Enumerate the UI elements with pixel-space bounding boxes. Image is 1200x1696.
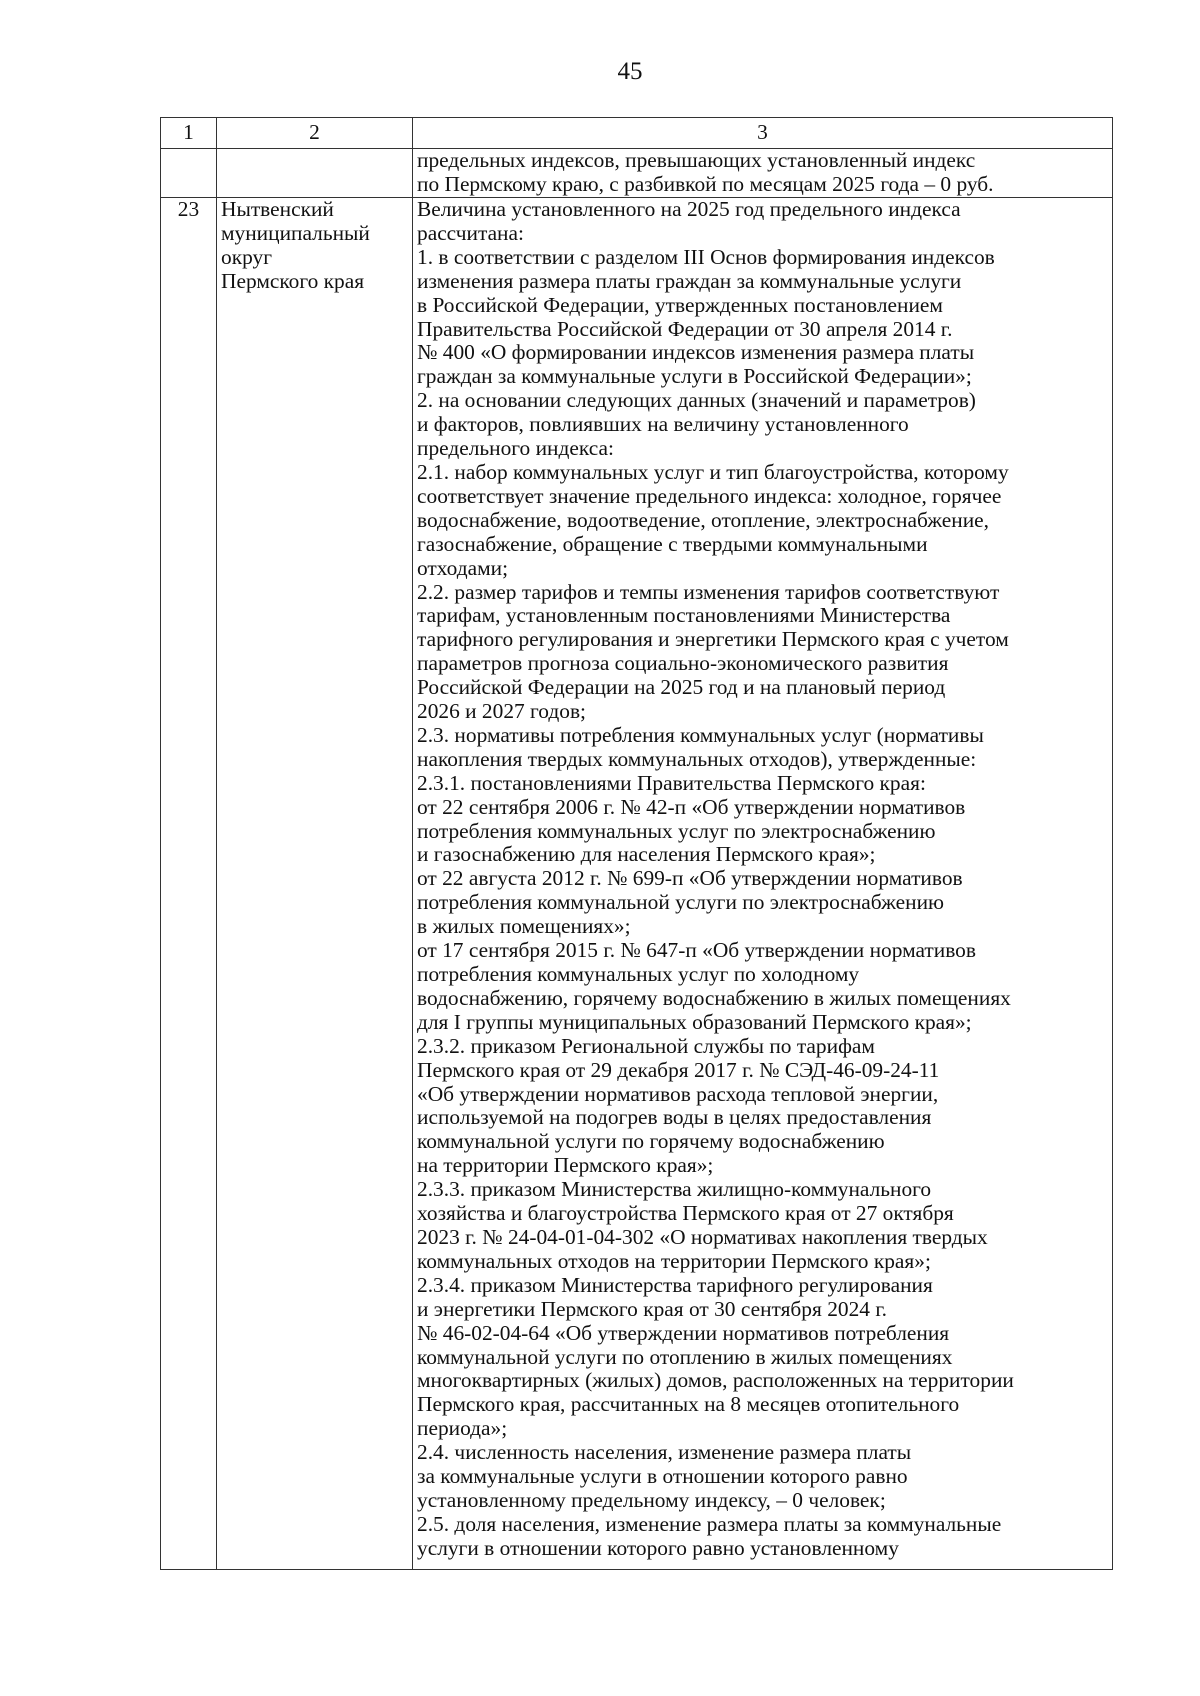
description-text-line: 2.2. размер тарифов и темпы изменения тарифов соответствуют <box>417 579 1000 604</box>
description-text-line: отходами; <box>417 555 509 580</box>
continuation-row <box>161 149 1113 198</box>
row-number-cell: 23 <box>161 198 217 1570</box>
municipality-line: округ <box>221 244 272 269</box>
description-text-line: коммунальной услуги по отоплению в жилых помещениях <box>417 1344 953 1369</box>
description-text-line: 2.5. доля населения, изменение размера платы за коммунальные <box>417 1511 1002 1536</box>
description-text-line: 2026 и 2027 годов; <box>417 699 586 724</box>
table-header-row <box>161 118 1113 149</box>
description-text-line: и газоснабжению для населения Пермского края»; <box>417 842 876 867</box>
description-text-line: 2.3.2. приказом Региональной службы по тарифам <box>417 1033 875 1058</box>
description-text-line: хозяйства и благоустройства Пермского края от 27 октября <box>417 1201 954 1226</box>
continuation-text-cell <box>413 149 1113 198</box>
description-text-line: от 22 августа 2012 г. № 699-п «Об утверждении нормативов <box>417 866 963 891</box>
document-table <box>160 117 1113 1570</box>
table-row <box>161 198 1113 1570</box>
municipality-line: Нытвенский <box>221 197 334 221</box>
description-text-line: услуги в отношении которого равно установленному <box>417 1535 899 1560</box>
description-text-line: параметров прогноза социально-экономического развития <box>417 651 949 676</box>
description-text-line: изменения размера платы граждан за коммунальные услуги <box>417 268 962 293</box>
description-text-line: 2.3.1. постановлениями Правительства Пермского края: <box>417 770 926 795</box>
description-text-line: граждан за коммунальные услуги в Российской Федерации»; <box>417 364 972 389</box>
description-text-line: № 46-02-04-64 «Об утверждении нормативов потребления <box>417 1320 950 1345</box>
description-text-line: потребления коммунальной услуги по электроснабжению <box>417 890 944 915</box>
description-text-line: используемой на подогрев воды в целях предоставления <box>417 1105 932 1130</box>
header-cell-1: 1 <box>161 118 217 149</box>
description-text-line: 2.1. набор коммунальных услуг и тип благоустройства, которому <box>417 459 1009 484</box>
description-text-line: соответствует значение предельного индекса: холодное, горячее <box>417 483 1002 508</box>
description-text-line: 2.3.4. приказом Министерства тарифного регулирования <box>417 1272 933 1297</box>
description-text-line: водоснабжению, горячему водоснабжению в жилых помещениях <box>417 985 1011 1010</box>
description-text-line: водоснабжение, водоотведение, отопление, электроснабжение, <box>417 507 990 532</box>
description-text-line: для I группы муниципальных образований Пермского края»; <box>417 1009 972 1034</box>
description-text-line: 2. на основании следующих данных (значений и параметров) <box>417 388 976 413</box>
header-cell-3: 3 <box>413 118 1113 149</box>
description-text-line: от 22 сентября 2006 г. № 42-п «Об утверждении нормативов <box>417 794 966 819</box>
description-text-line: рассчитана: <box>417 220 524 245</box>
description-text-line: тарифного регулирования и энергетики Пермского края с учетом <box>417 627 1009 652</box>
municipality-line: Пермского края <box>221 268 365 293</box>
description-cell <box>413 198 1113 1570</box>
continuation-name-cell <box>217 149 413 198</box>
description-text-line: установленному предельному индексу, – 0 человек; <box>417 1487 886 1512</box>
page-number: 45 <box>617 58 643 85</box>
description-text-line: и энергетики Пермского края от 30 сентября 2024 г. <box>417 1296 888 1321</box>
description-text-line: многоквартирных (жилых) домов, расположенных на территории <box>417 1368 1014 1393</box>
municipality-line: муниципальный <box>221 220 370 245</box>
continuation-number-cell <box>161 149 217 198</box>
description-text-line: и факторов, повлиявших на величину установленного <box>417 412 909 437</box>
description-text-line: на территории Пермского края»; <box>417 1153 714 1178</box>
description-text-line: Пермского края, рассчитанных на 8 месяцев отопительного <box>417 1392 960 1417</box>
description-text-line: 2.3. нормативы потребления коммунальных услуг (нормативы <box>417 722 984 747</box>
description-text-line: от 17 сентября 2015 г. № 647-п «Об утверждении нормативов <box>417 938 976 963</box>
description-text-line: Величина установленного на 2025 год предельного индекса <box>417 197 961 221</box>
description-text-line: за коммунальные услуги в отношении которого равно <box>417 1464 908 1489</box>
description-text-line: в жилых помещениях»; <box>417 914 631 939</box>
description-text-line: тарифам, установленным постановлениями Министерства <box>417 603 951 628</box>
description-text-line: газоснабжение, обращение с твердыми коммунальными <box>417 531 928 556</box>
description-text-line: 2.3.3. приказом Министерства жилищно-коммунального <box>417 1177 932 1202</box>
description-text-line: потребления коммунальных услуг по холодному <box>417 962 860 986</box>
description-text-line: «Об утверждении нормативов расхода тепловой энергии, <box>417 1081 939 1106</box>
continuation-text-line: по Пермскому краю, с разбивкой по месяцам 2025 года – 0 руб. <box>417 171 994 196</box>
header-cell-2: 2 <box>217 118 413 149</box>
description-text-line: 2023 г. № 24-04-01-04-302 «О нормативах накопления твердых <box>417 1224 988 1249</box>
description-text-line: 2.4. численность населения, изменение размера платы <box>417 1440 912 1465</box>
description-text-line: в Российской Федерации, утвержденных постановлением <box>417 292 943 317</box>
description-text-line: Российской Федерации на 2025 год и на плановый период <box>417 675 946 700</box>
description-text-line: коммунальных отходов на территории Пермского края»; <box>417 1248 931 1273</box>
description-text-line: потребления коммунальных услуг по электроснабжению <box>417 818 936 843</box>
description-text-line: коммунальной услуги по горячему водоснабжению <box>417 1129 885 1154</box>
description-text-line: Пермского края от 29 декабря 2017 г. № СЭД-46-09-24-11 <box>417 1057 940 1082</box>
description-text-line: накопления твердых коммунальных отходов), утвержденные: <box>417 746 977 771</box>
description-text-line: Правительства Российской Федерации от 30 апреля 2014 г. <box>417 316 953 341</box>
municipality-cell <box>217 198 413 1570</box>
continuation-text-line: предельных индексов, превышающих установленный индекс <box>417 148 976 172</box>
description-text-line: 1. в соответствии с разделом III Основ формирования индексов <box>417 244 995 269</box>
description-text-line: № 400 «О формировании индексов изменения размера платы <box>417 340 975 365</box>
description-text-line: периода»; <box>417 1416 508 1441</box>
description-text-line: предельного индекса: <box>417 436 614 461</box>
